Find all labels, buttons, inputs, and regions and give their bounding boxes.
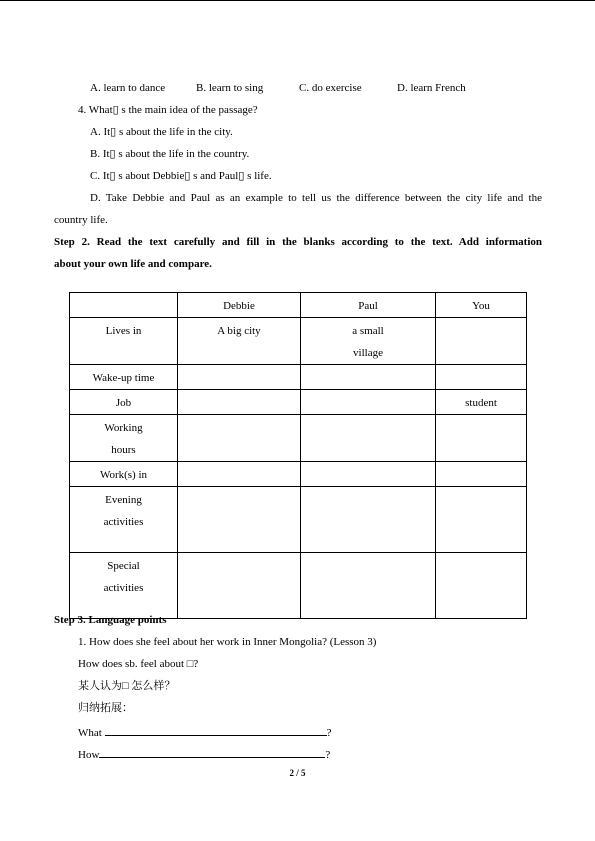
row-label-cell — [70, 462, 178, 487]
row-label-text: hours — [111, 444, 136, 456]
answer-cell[interactable] — [436, 462, 527, 487]
row-label-cell — [70, 415, 178, 462]
table-header-cell — [70, 293, 178, 318]
answer-cell[interactable] — [436, 318, 527, 365]
how-question-mark: ? — [325, 749, 331, 761]
row-label-cell — [70, 318, 178, 365]
what-label: What — [78, 727, 102, 739]
cell-text: village — [353, 347, 383, 359]
row-label-cell — [70, 365, 178, 390]
answer-cell[interactable] — [436, 487, 527, 553]
summary-label: 归纳拓展： — [78, 702, 133, 714]
how-answer-blank[interactable] — [99, 745, 325, 758]
answer-cell[interactable] — [178, 487, 301, 553]
page-number: 2 / 5 — [289, 768, 306, 778]
how-blank-line — [78, 745, 330, 762]
table-header-cell: Paul — [301, 293, 436, 318]
sentence-pattern: How does sb. feel about □? — [78, 658, 199, 670]
what-blank-line — [78, 723, 331, 740]
q4-stem: 4. What▯ s the main idea of the passage? — [78, 104, 258, 116]
answer-cell[interactable] — [301, 365, 436, 390]
answer-cell — [301, 318, 436, 365]
table-header-cell: You — [436, 293, 527, 318]
table-row — [70, 415, 527, 462]
answer-cell[interactable] — [178, 553, 301, 619]
q4-option-a: A. It▯ s about the life in the city. — [90, 126, 233, 138]
table-row — [70, 390, 527, 415]
cell-text: student — [465, 397, 497, 409]
what-question-mark: ? — [326, 727, 332, 739]
answer-cell[interactable] — [178, 462, 301, 487]
row-label-cell — [70, 553, 178, 619]
answer-cell — [436, 390, 527, 415]
row-label-cell — [70, 390, 178, 415]
q4-option-b: B. It▯ s about the life in the country. — [90, 148, 250, 160]
step3-heading: Step 3. Language points — [54, 614, 167, 626]
row-label-text: Work(s) in — [99, 469, 148, 481]
answer-cell[interactable] — [301, 390, 436, 415]
language-point-1: 1. How does she feel about her work in Inner Mongolia? (Lesson 3) — [78, 636, 377, 648]
answer-cell[interactable] — [436, 415, 527, 462]
row-label-text: Lives in — [105, 325, 142, 337]
header-rule — [0, 0, 595, 1]
answer-cell[interactable] — [178, 365, 301, 390]
table-header-cell: Debbie — [178, 293, 301, 318]
q3-option-c: C. do exercise — [299, 82, 362, 94]
row-label-text: Wake-up time — [92, 372, 155, 384]
row-label-cell — [70, 487, 178, 553]
row-label-text: Job — [115, 397, 132, 409]
step2-instruction-line2: about your own life and compare. — [54, 258, 212, 270]
q3-option-b: B. learn to sing — [196, 82, 264, 94]
answer-cell[interactable] — [178, 390, 301, 415]
table-row — [70, 318, 527, 365]
table-row — [70, 487, 527, 553]
step2-instruction-line1: Step 2. Read the text carefully and fill in the blanks according to the text. Add information — [54, 236, 542, 248]
row-label-text: Working — [104, 422, 143, 434]
answer-cell[interactable] — [301, 462, 436, 487]
row-label-text: Evening — [105, 494, 142, 506]
row-label-text: activities — [103, 582, 144, 594]
row-label-text: Special — [107, 560, 140, 572]
table-header-row — [70, 293, 527, 318]
table-row — [70, 365, 527, 390]
q4-option-d-line2: country life. — [54, 214, 108, 226]
q4-option-c: C. It▯ s about Debbie▯ s and Paul▯ s life. — [90, 170, 272, 182]
q3-option-d: D. learn French — [397, 82, 466, 94]
row-label-text: activities — [103, 516, 144, 528]
comparison-table — [69, 292, 527, 619]
cell-text: A big city — [217, 325, 261, 337]
q4-option-d-line1: D. Take Debbie and Paul as an example to tell us the difference between the city life and the — [90, 192, 542, 204]
answer-cell[interactable] — [301, 487, 436, 553]
cell-text: a small — [352, 325, 384, 337]
answer-cell — [178, 318, 301, 365]
answer-cell[interactable] — [436, 365, 527, 390]
chinese-meaning: 某人认为□ 怎么样？ — [78, 680, 176, 692]
answer-cell[interactable] — [301, 553, 436, 619]
answer-cell[interactable] — [178, 415, 301, 462]
answer-cell[interactable] — [436, 553, 527, 619]
table-row — [70, 462, 527, 487]
q3-option-a: A. learn to dance — [90, 82, 166, 94]
what-answer-blank[interactable] — [105, 723, 327, 736]
answer-cell[interactable] — [301, 415, 436, 462]
how-label: How — [78, 749, 100, 761]
table-row — [70, 553, 527, 619]
